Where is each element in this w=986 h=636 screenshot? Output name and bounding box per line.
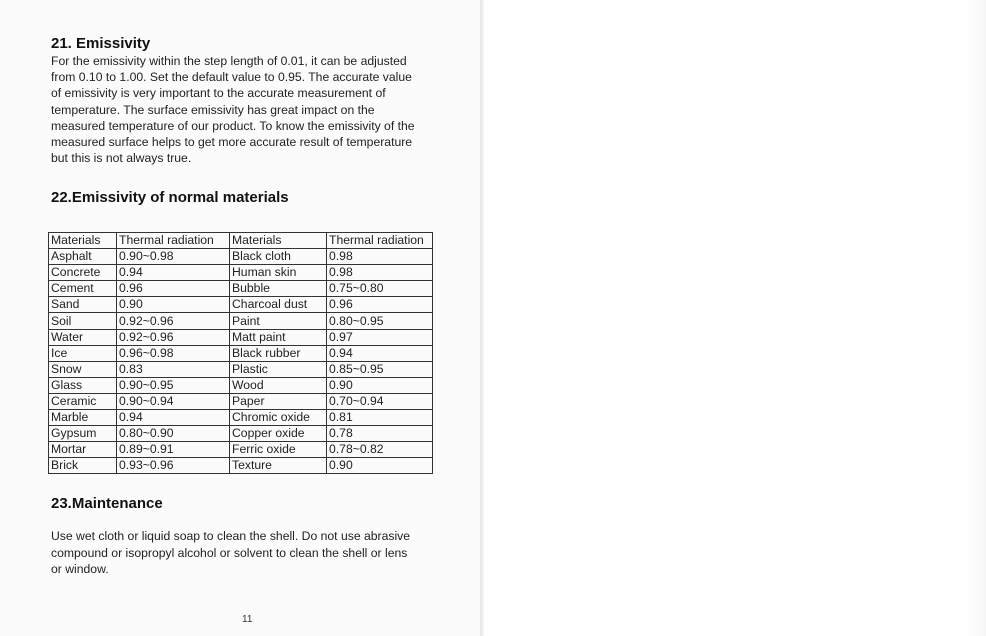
table-row — [49, 249, 433, 265]
paragraph-line: For the emissivity within the step length of 0.01, it can be adjusted — [51, 54, 407, 68]
emissivity-value-cell: 0.98 — [327, 265, 433, 281]
paragraph-line: Use wet cloth or liquid soap to clean the shell. Do not use abrasive — [51, 529, 411, 543]
material-cell: Black cloth — [230, 249, 327, 265]
material-cell: Water — [49, 329, 117, 345]
emissivity-value-cell: 0.70~0.94 — [327, 393, 433, 409]
emissivity-value-cell: 0.89~0.91 — [117, 442, 230, 458]
emissivity-table — [48, 232, 433, 474]
table-row — [49, 458, 433, 474]
material-cell: Concrete — [49, 265, 117, 281]
emissivity-value-cell: 0.97 — [327, 329, 433, 345]
paragraph-line: measured temperature of our product. To know the emissivity of the — [51, 118, 415, 133]
material-cell: Glass — [49, 377, 117, 393]
table-row — [49, 265, 433, 281]
table-row — [49, 426, 433, 442]
paragraph-line: from 0.10 to 1.00. Set the default value to 0.95. The accurate value — [51, 70, 412, 85]
material-cell: Texture — [230, 458, 327, 474]
emissivity-value-cell: 0.94 — [117, 265, 230, 281]
paragraph-line: or window. — [51, 562, 109, 576]
emissivity-value-cell: 0.92~0.96 — [117, 329, 230, 345]
emissivity-value-cell: 0.81 — [327, 410, 433, 426]
material-cell: Ceramic — [49, 393, 117, 409]
material-cell: Plastic — [230, 361, 327, 377]
table-row — [49, 377, 433, 393]
material-cell: Asphalt — [49, 249, 117, 265]
material-cell: Wood — [230, 377, 327, 393]
emissivity-value-cell: 0.98 — [327, 249, 433, 265]
table-header-row — [49, 233, 433, 249]
maintenance-paragraph — [51, 528, 451, 578]
emissivity-value-cell: 0.90~0.95 — [117, 377, 230, 393]
emissivity-value-cell: 0.90~0.98 — [117, 249, 230, 265]
material-cell: Cement — [49, 281, 117, 297]
emissivity-value-cell: 0.92~0.96 — [117, 313, 230, 329]
material-cell: Bubble — [230, 281, 327, 297]
emissivity-value-cell: 0.94 — [327, 345, 433, 361]
emissivity-value-cell: 0.90 — [117, 297, 230, 313]
paragraph-line: compound or isopropyl alcohol or solvent to clean the shell or lens — [51, 545, 408, 560]
paragraph-line: temperature. The surface emissivity has great impact on the — [51, 102, 375, 117]
material-cell: Human skin — [230, 265, 327, 281]
material-cell: Paper — [230, 393, 327, 409]
emissivity-value-cell: 0.90 — [327, 458, 433, 474]
page-number: 11 — [242, 614, 253, 625]
emissivity-value-cell: 0.94 — [117, 410, 230, 426]
material-cell: Matt paint — [230, 329, 327, 345]
material-cell: Charcoal dust — [230, 297, 327, 313]
material-cell: Ferric oxide — [230, 442, 327, 458]
emissivity-value-cell: 0.75~0.80 — [327, 281, 433, 297]
material-cell: Paint — [230, 313, 327, 329]
material-cell: Ice — [49, 345, 117, 361]
material-cell: Marble — [49, 410, 117, 426]
table-row — [49, 442, 433, 458]
material-cell: Chromic oxide — [230, 410, 327, 426]
table-row — [49, 345, 433, 361]
table-row — [49, 313, 433, 329]
paragraph-line: of emissivity is very important to the accurate measurement of — [51, 86, 386, 101]
emissivity-paragraph — [51, 53, 451, 166]
paragraph-line: but this is not always true. — [51, 151, 192, 166]
maintenance-heading: 23.Maintenance — [51, 495, 163, 512]
table-header-cell: Materials — [49, 233, 117, 249]
table-row — [49, 410, 433, 426]
emissivity-value-cell: 0.96 — [327, 297, 433, 313]
page-edge-shadow — [964, 0, 986, 636]
table-header-cell: Thermal radiation — [117, 233, 230, 249]
table-row — [49, 329, 433, 345]
emissivity-value-cell: 0.93~0.96 — [117, 458, 230, 474]
emissivity-value-cell: 0.83 — [117, 361, 230, 377]
right-page-blank — [484, 0, 986, 636]
emissivity-value-cell: 0.90~0.94 — [117, 393, 230, 409]
material-cell: Black rubber — [230, 345, 327, 361]
table-header-cell: Thermal radiation — [327, 233, 433, 249]
material-cell: Sand — [49, 297, 117, 313]
emissivity-value-cell: 0.80~0.95 — [327, 313, 433, 329]
materials-heading: 22.Emissivity of normal materials — [51, 189, 289, 206]
material-cell: Gypsum — [49, 426, 117, 442]
material-cell: Brick — [49, 458, 117, 474]
table-row — [49, 297, 433, 313]
emissivity-value-cell: 0.96~0.98 — [117, 345, 230, 361]
table-row — [49, 361, 433, 377]
table-row — [49, 281, 433, 297]
emissivity-value-cell: 0.78 — [327, 426, 433, 442]
emissivity-value-cell: 0.90 — [327, 377, 433, 393]
emissivity-value-cell: 0.80~0.90 — [117, 426, 230, 442]
left-page — [0, 0, 482, 636]
emissivity-heading: 21. Emissivity — [51, 35, 151, 52]
material-cell: Snow — [49, 361, 117, 377]
emissivity-value-cell: 0.78~0.82 — [327, 442, 433, 458]
emissivity-value-cell: 0.96 — [117, 281, 230, 297]
table-header-cell: Materials — [230, 233, 327, 249]
paragraph-line: measured surface helps to get more accurate result of temperature — [51, 135, 413, 150]
emissivity-value-cell: 0.85~0.95 — [327, 361, 433, 377]
material-cell: Soil — [49, 313, 117, 329]
table-row — [49, 393, 433, 409]
material-cell: Copper oxide — [230, 426, 327, 442]
material-cell: Mortar — [49, 442, 117, 458]
